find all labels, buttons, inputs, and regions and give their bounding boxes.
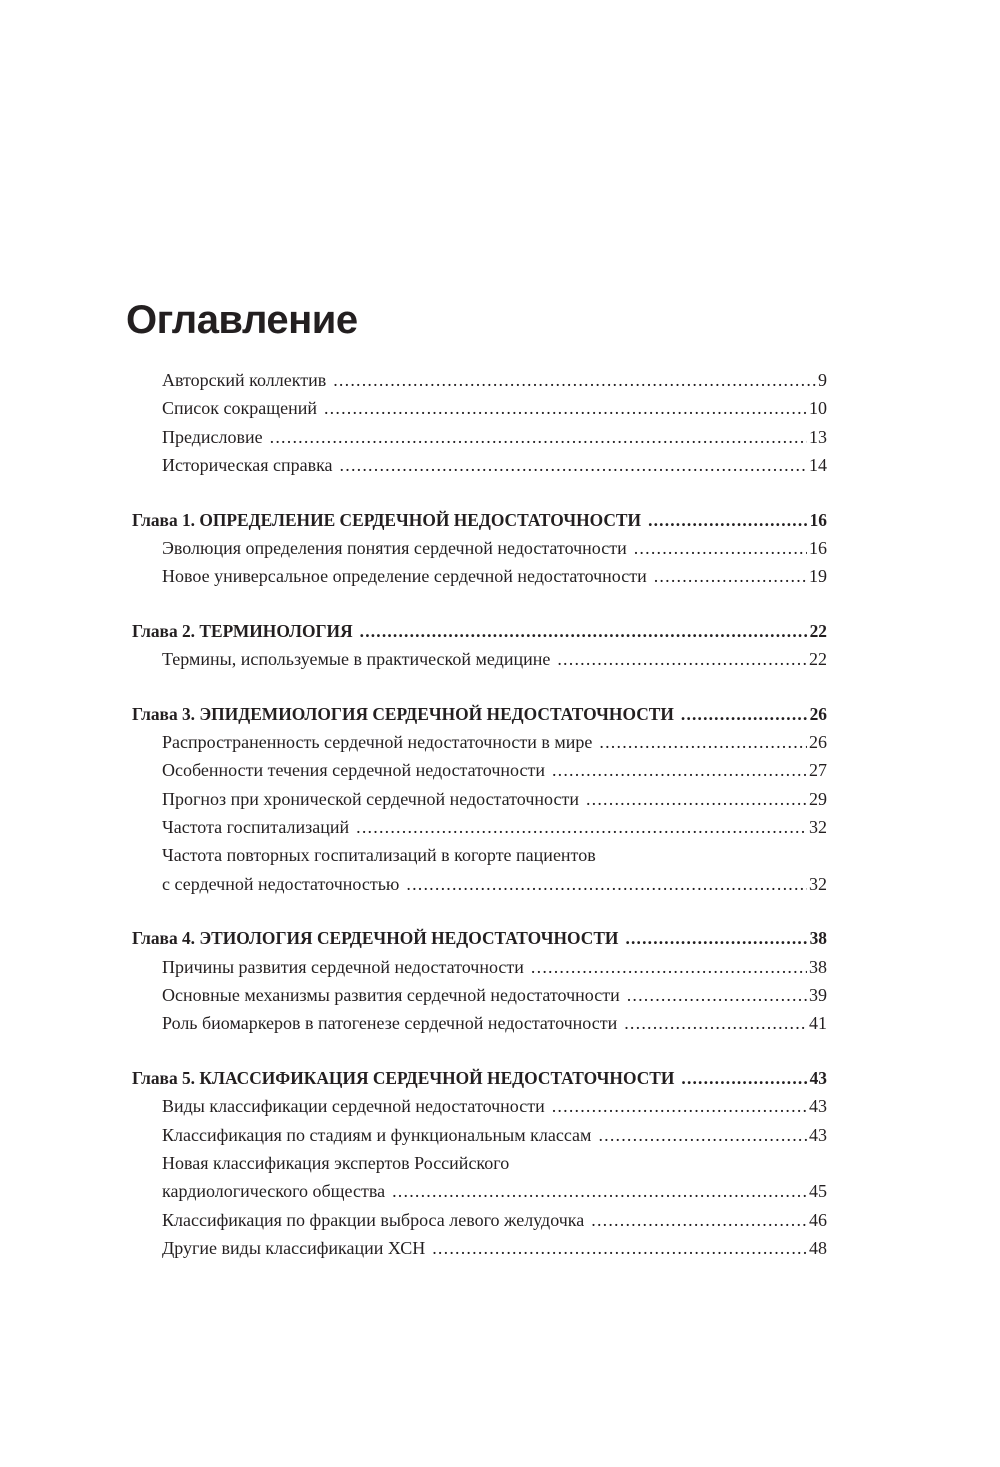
- chapter-label: Глава 2. ТЕРМИНОЛОГИЯ: [132, 620, 353, 641]
- toc-entry-page: 22: [809, 649, 827, 670]
- dot-leader: [627, 981, 807, 1009]
- toc-entry-label: Эволюция определения понятия сердечной недостаточности: [162, 537, 627, 558]
- toc-entry-label: Историческая справка: [162, 455, 333, 476]
- dot-leader: [356, 813, 807, 841]
- toc-chapter-1[interactable]: [132, 506, 827, 534]
- dot-leader: [432, 1234, 807, 1262]
- dot-leader: [681, 700, 808, 728]
- toc-entry-page: 32: [809, 817, 827, 838]
- toc-entry-page: 16: [809, 537, 827, 558]
- toc-entry-label: Частота госпитализаций: [162, 817, 350, 838]
- toc-entry-label: кардиологического общества: [162, 1181, 386, 1202]
- toc-entry-page: 19: [809, 566, 827, 587]
- toc-entry-label: Прогноз при хронической сердечной недостаточности: [162, 788, 579, 809]
- toc-entry-page: 43: [809, 1124, 827, 1145]
- toc-entry-abbreviations[interactable]: [132, 394, 827, 422]
- toc-entry-label: Новая классификация экспертов Российского: [162, 1152, 510, 1173]
- dot-leader: [598, 1121, 807, 1149]
- toc-section[interactable]: [132, 1121, 827, 1149]
- dot-leader: [591, 1206, 807, 1234]
- toc-entry-page: 39: [809, 985, 827, 1006]
- toc-section[interactable]: [132, 756, 827, 784]
- toc-entry-page: 13: [809, 426, 827, 447]
- toc-section[interactable]: [132, 534, 827, 562]
- toc-section[interactable]: [132, 1234, 827, 1262]
- toc-entry-page: 43: [809, 1096, 827, 1117]
- dot-leader: [270, 423, 807, 451]
- toc-entry-label: Предисловие: [162, 426, 263, 447]
- toc-entry-label: Термины, используемые в практической медицине: [162, 649, 551, 670]
- toc-entry-label: Другие виды классификации ХСН: [162, 1238, 426, 1259]
- toc-entry-label: Список сокращений: [162, 398, 317, 419]
- toc-entry-page: 10: [809, 398, 827, 419]
- dot-leader: [392, 1177, 807, 1205]
- dot-leader: [586, 785, 807, 813]
- toc-section[interactable]: [132, 562, 827, 590]
- dot-leader: [552, 756, 807, 784]
- dot-leader: [360, 617, 808, 645]
- toc-entry-page: 9: [818, 370, 827, 390]
- dot-leader: [340, 451, 807, 479]
- chapter-page: 26: [809, 703, 827, 724]
- dot-leader: [634, 534, 807, 562]
- toc-entry-page: 38: [809, 956, 827, 977]
- dot-leader: [557, 645, 807, 673]
- spacer: [132, 480, 827, 506]
- toc-entry-page: 29: [809, 788, 827, 809]
- toc-section[interactable]: [132, 813, 827, 841]
- toc-entry-preface[interactable]: [132, 423, 827, 451]
- toc-section[interactable]: [132, 1092, 827, 1120]
- toc-entry-label: с сердечной недостаточностью: [162, 873, 400, 894]
- toc-chapter-2[interactable]: [132, 617, 827, 645]
- toc-section[interactable]: [132, 645, 827, 673]
- chapter-page: 16: [809, 509, 827, 530]
- toc-section-first-line[interactable]: [132, 1149, 827, 1177]
- toc-entry-page: 14: [809, 455, 827, 476]
- spacer: [132, 674, 827, 700]
- toc-entry-label: Особенности течения сердечной недостаточности: [162, 760, 545, 781]
- toc-section[interactable]: [132, 981, 827, 1009]
- page-title: Оглавление: [126, 298, 358, 342]
- toc-chapter-3[interactable]: [132, 700, 827, 728]
- toc-entry-history[interactable]: [132, 451, 827, 479]
- toc-entry-label: Новое универсальное определение сердечной недостаточности: [162, 566, 647, 587]
- toc-section[interactable]: [132, 1206, 827, 1234]
- toc-entry-label: Причины развития сердечной недостаточности: [162, 956, 524, 977]
- dot-leader: [324, 394, 807, 422]
- toc-entry-label: Частота повторных госпитализаций в когорте пациентов: [162, 845, 596, 866]
- chapter-label: Глава 1. ОПРЕДЕЛЕНИЕ СЕРДЕЧНОЙ НЕДОСТАТОЧНОСТИ: [132, 509, 642, 530]
- toc-section[interactable]: [132, 1009, 827, 1037]
- spacer: [132, 591, 827, 617]
- toc-entry-page: 46: [809, 1209, 827, 1230]
- dot-leader: [333, 366, 816, 394]
- toc-entry-page: 26: [809, 731, 827, 752]
- toc-entry-page: 41: [809, 1013, 827, 1034]
- toc-section-first-line[interactable]: [132, 841, 827, 869]
- dot-leader: [625, 924, 807, 952]
- toc-entry-label: Основные механизмы развития сердечной недостаточности: [162, 985, 620, 1006]
- dot-leader: [681, 1064, 807, 1092]
- toc-entry-page: 27: [809, 760, 827, 781]
- toc-entry-label: Классификация по фракции выброса левого желудочка: [162, 1209, 585, 1230]
- toc-section[interactable]: [132, 953, 827, 981]
- dot-leader: [531, 953, 807, 981]
- toc-entry-label: Роль биомаркеров в патогенезе сердечной недостаточности: [162, 1013, 618, 1034]
- table-of-contents: [132, 366, 827, 1263]
- toc-section[interactable]: [132, 785, 827, 813]
- toc-entry-label: Авторский коллектив: [162, 370, 327, 390]
- toc-entry-page: 48: [809, 1238, 827, 1259]
- spacer: [132, 1038, 827, 1064]
- chapter-page: 38: [809, 928, 827, 949]
- toc-section[interactable]: [132, 728, 827, 756]
- spacer: [132, 898, 827, 924]
- toc-section[interactable]: [132, 870, 827, 898]
- chapter-label: Глава 3. ЭПИДЕМИОЛОГИЯ СЕРДЕЧНОЙ НЕДОСТАТОЧНОСТИ: [132, 703, 674, 724]
- chapter-page: 22: [809, 620, 827, 641]
- chapter-label: Глава 5. КЛАССИФИКАЦИЯ СЕРДЕЧНОЙ НЕДОСТАТОЧНОСТИ: [132, 1067, 675, 1088]
- toc-section[interactable]: [132, 1177, 827, 1205]
- toc-entry-label: Распространенность сердечной недостаточности в мире: [162, 731, 593, 752]
- toc-chapter-5[interactable]: [132, 1064, 827, 1092]
- dot-leader: [599, 728, 807, 756]
- chapter-label: Глава 4. ЭТИОЛОГИЯ СЕРДЕЧНОЙ НЕДОСТАТОЧНОСТИ: [132, 928, 619, 949]
- toc-entry-label: Виды классификации сердечной недостаточности: [162, 1096, 545, 1117]
- dot-leader: [624, 1009, 807, 1037]
- dot-leader: [552, 1092, 807, 1120]
- toc-entry-authors[interactable]: [132, 366, 827, 394]
- toc-chapter-4[interactable]: [132, 924, 827, 952]
- dot-leader: [406, 870, 807, 898]
- toc-entry-label: Классификация по стадиям и функциональным классам: [162, 1124, 592, 1145]
- dot-leader: [648, 506, 808, 534]
- chapter-page: 43: [809, 1067, 827, 1088]
- toc-entry-page: 32: [809, 873, 827, 894]
- toc-entry-page: 45: [809, 1181, 827, 1202]
- dot-leader: [654, 562, 807, 590]
